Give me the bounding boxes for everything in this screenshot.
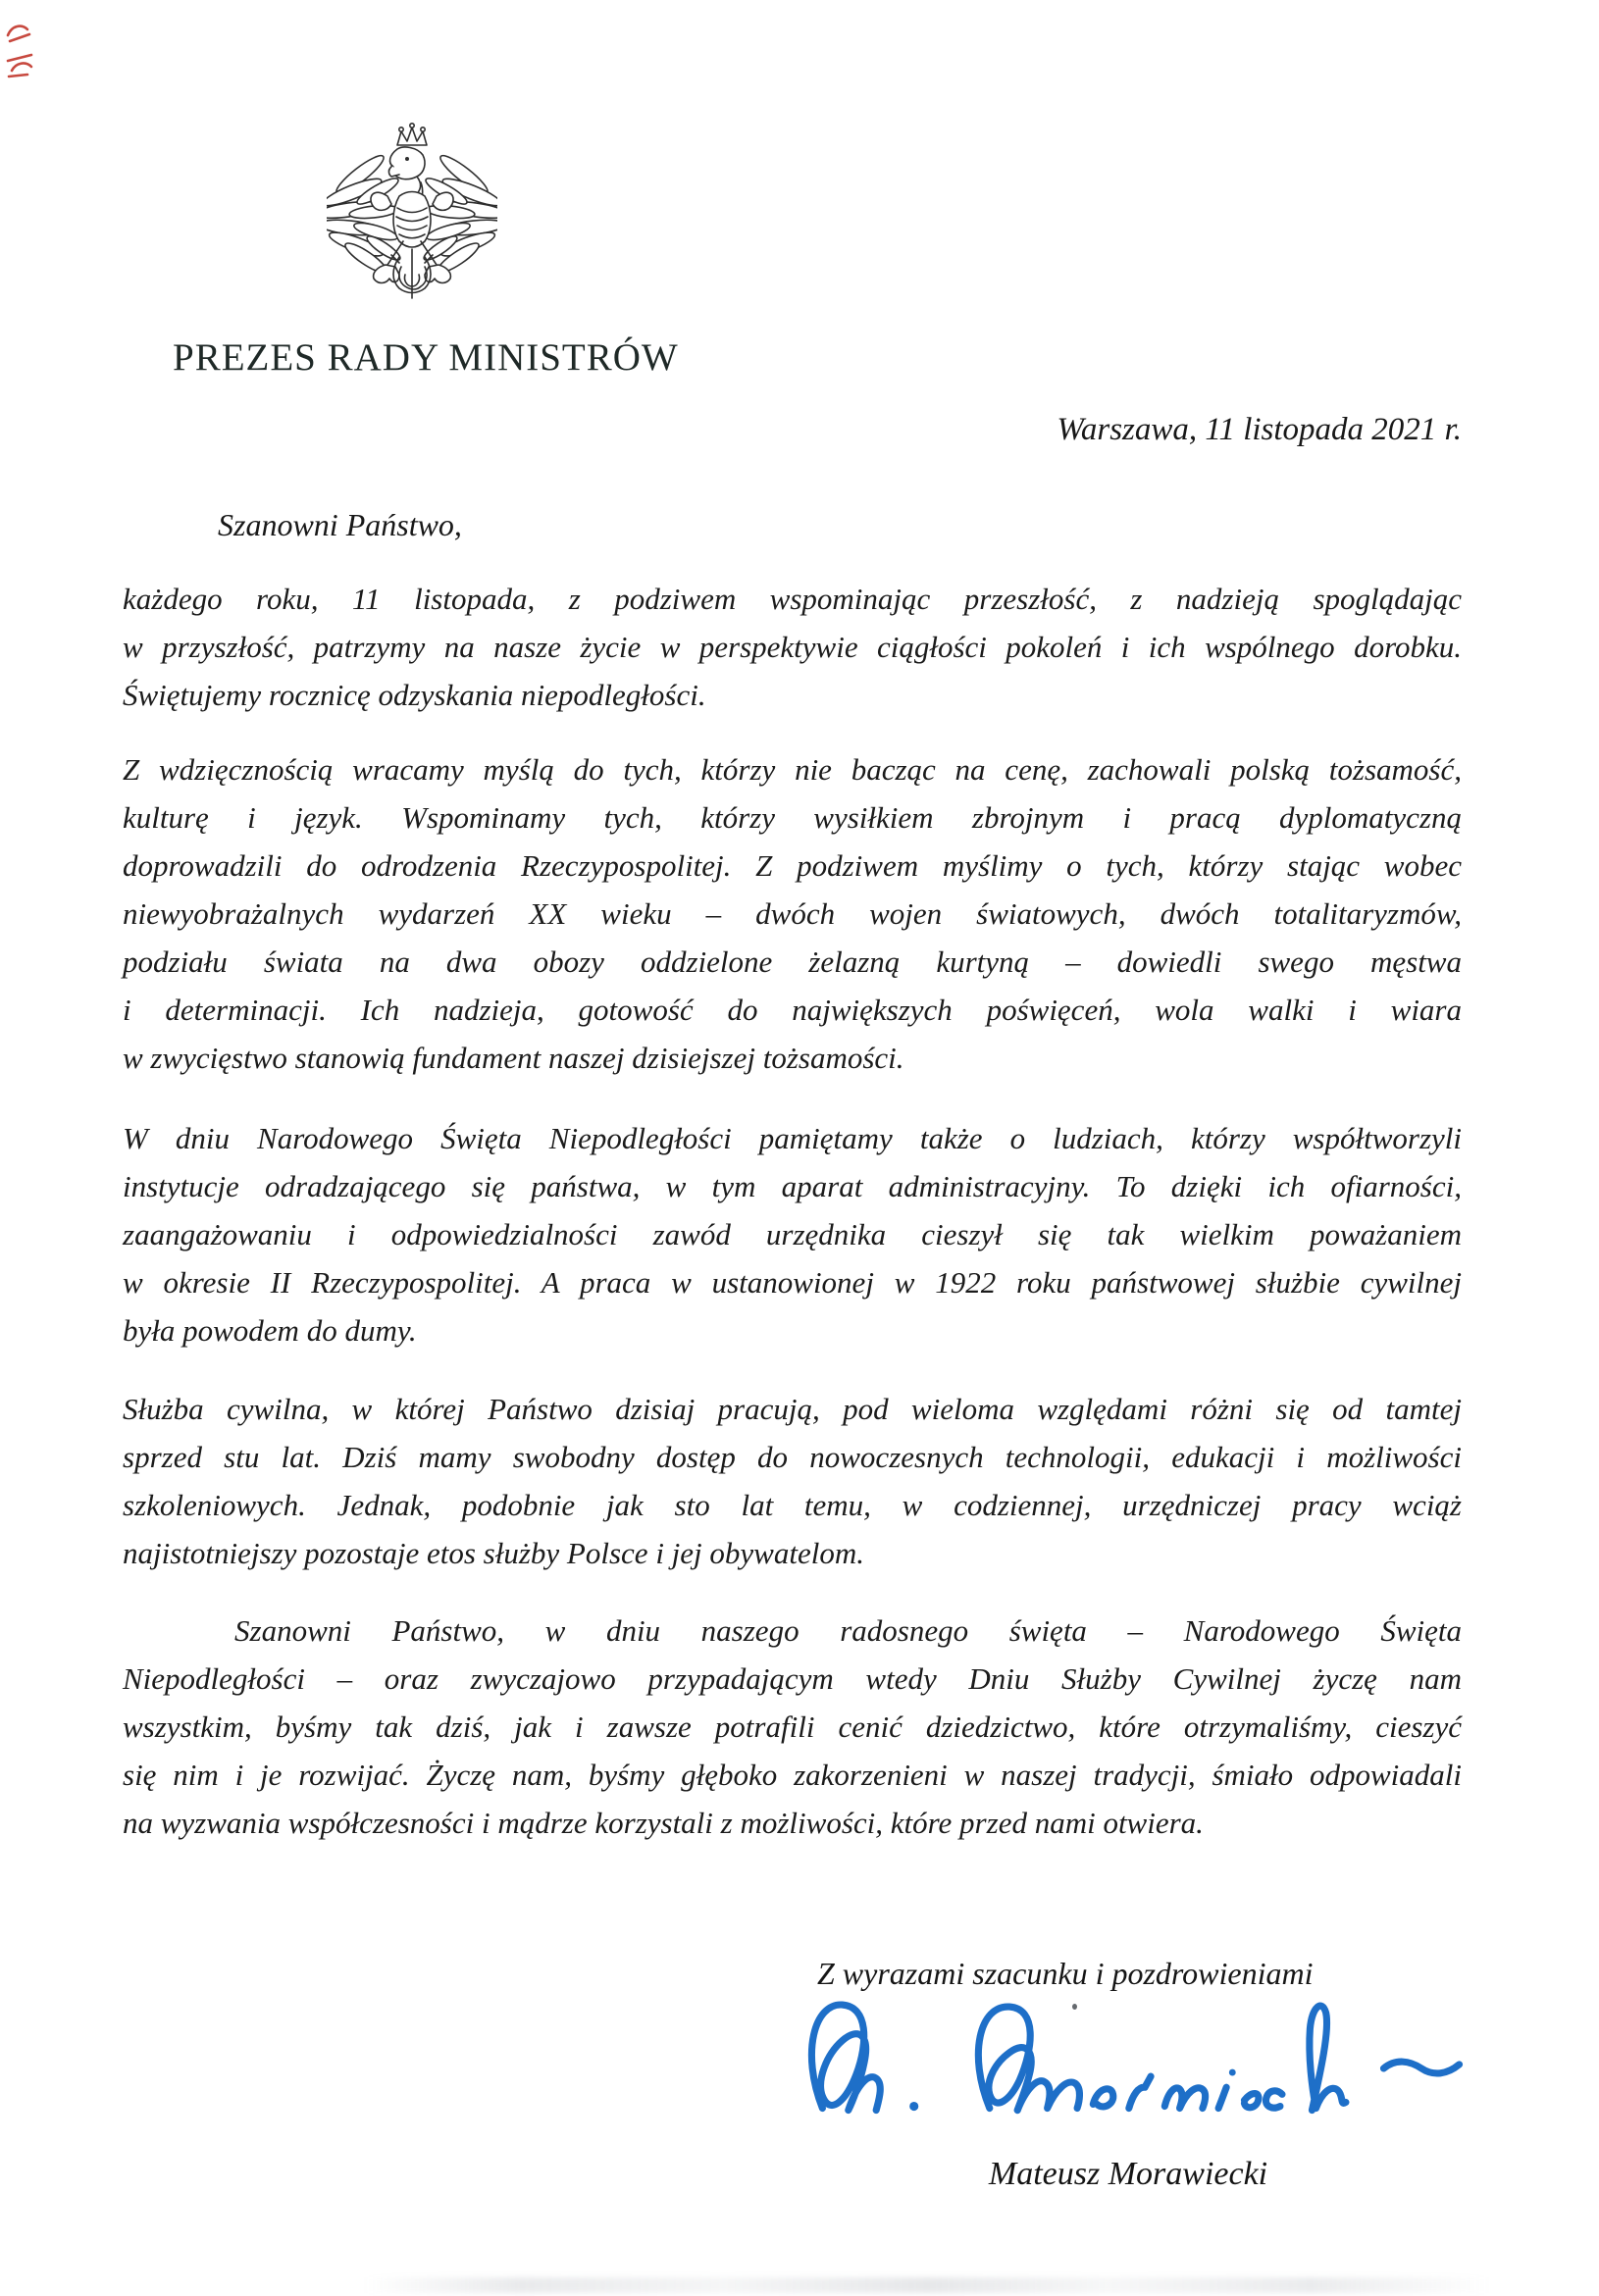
paragraph-line: szkoleniowych. Jednak, podobnie jak sto lat temu, w codziennej, urzędniczej pracy wciąż <box>123 1488 1462 1522</box>
paragraph-line: się nim i je rozwijać. Życzę nam, byśmy głęboko zakorzenieni w naszej tradycji, śmiało odpowiadali <box>123 1758 1462 1792</box>
red-annotation-mark <box>4 20 37 80</box>
letter-paragraph <box>123 575 1462 719</box>
paragraph-line: Szanowni Państwo, w dniu naszego radosnego święta – Narodowego Święta <box>234 1613 1462 1648</box>
paragraph-line: doprowadzili do odrodzenia Rzeczypospolitej. Z podziwem myślimy o tych, którzy stając wobec <box>123 848 1462 883</box>
salutation: Szanowni Państwo, <box>218 507 462 542</box>
paragraph-line: podziału świata na dwa obozy oddzielone żelazną kurtyną – dowiedli swego męstwa <box>123 944 1462 979</box>
paragraph-line: w przyszłość, patrzymy na nasze życie w perspektywie ciągłości pokoleń i ich wspólnego dorobku. <box>123 630 1462 664</box>
letterhead-title: PREZES RADY MINISTRÓW <box>173 336 679 379</box>
dateline: Warszawa, 11 listopada 2021 r. <box>1057 412 1462 447</box>
paragraph-line: i determinacji. Ich nadzieja, gotowość do największych poświęceń, wola walki i wiara <box>123 993 1462 1027</box>
paragraph-line: sprzed stu lat. Dziś mamy swobodny dostęp do nowoczesnych technologii, edukacji i możliwości <box>123 1440 1462 1474</box>
paragraph-line: W dniu Narodowego Święta Niepodległości pamiętamy także o ludziach, którzy współtworzyli <box>123 1121 1462 1155</box>
scan-smudge <box>363 2277 1491 2293</box>
paragraph-line: zaangażowaniu i odpowiedzialności zawód urzędnika cieszył się tak wielkim poważaniem <box>123 1217 1462 1251</box>
paragraph-line: na wyzwania współczesności i mądrze korzystali z możliwości, które przed nami otwiera. <box>123 1806 1204 1840</box>
paragraph-line: była powodem do dumy. <box>123 1313 417 1348</box>
paragraph-line: wszystkim, byśmy tak dziś, jak i zawsze potrafili cenić dziedzictwo, które otrzymaliśmy, cieszyć <box>123 1709 1462 1744</box>
letter-paragraph <box>123 1607 1462 1847</box>
paragraph-line: Niepodległości – oraz zwyczajowo przypadającym wtedy Dniu Służby Cywilnej życzę nam <box>123 1661 1462 1696</box>
paragraph-line: każdego roku, 11 listopada, z podziwem wspominając przeszłość, z nadzieją spoglądając <box>123 582 1462 616</box>
paragraph-line: kulturę i język. Wspominamy tych, którzy wysiłkiem zbrojnym i pracą dyplomatyczną <box>123 800 1462 835</box>
paragraph-line: instytucje odradzającego się państwa, w tym aparat administracyjny. To dzięki ich ofiarności, <box>123 1169 1462 1203</box>
paragraph-line: Służba cywilna, w której Państwo dzisiaj pracują, pod wieloma względami różni się od tamtej <box>123 1392 1462 1426</box>
signature-name: Mateusz Morawiecki <box>988 2156 1268 2192</box>
polish-eagle-emblem <box>327 119 497 301</box>
paragraph-line: Z wdzięcznością wracamy myślą do tych, którzy nie bacząc na cenę, zachowali polską tożsamość, <box>123 752 1462 787</box>
paragraph-line: w okresie II Rzeczypospolitej. A praca w ustanowionej w 1922 roku państwowej służbie cywilnej <box>123 1265 1462 1300</box>
letter-paragraph <box>123 1114 1462 1354</box>
closing-line: Z wyrazami szacunku i pozdrowieniami <box>817 1956 1314 1991</box>
paragraph-line: niewyobrażalnych wydarzeń XX wieku – dwóch wojen światowych, dwóch totalitaryzmów, <box>123 896 1462 931</box>
letter-paragraph <box>123 745 1462 1082</box>
handwritten-signature <box>795 1987 1491 2154</box>
letter-paragraph <box>123 1385 1462 1577</box>
paragraph-line: najistotniejszy pozostaje etos służby Polsce i jej obywatelom. <box>123 1536 864 1570</box>
paragraph-line: Świętujemy rocznicę odzyskania niepodległości. <box>123 678 706 712</box>
paragraph-line: w zwycięstwo stanowią fundament naszej dzisiejszej tożsamości. <box>123 1041 904 1075</box>
